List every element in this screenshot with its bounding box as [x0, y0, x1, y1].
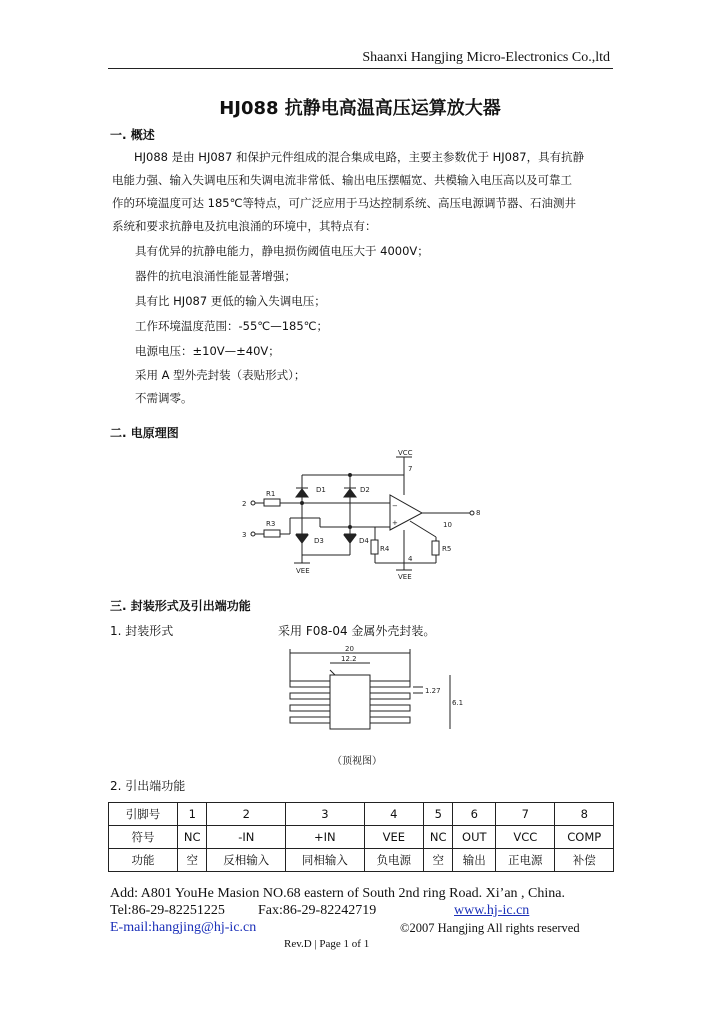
vcc-label: VCC [398, 449, 413, 457]
pin-function-table [108, 802, 614, 872]
table-cell: NC [424, 826, 453, 849]
table-cell: 同相输入 [286, 849, 365, 872]
section1-heading: 一. 概述 [110, 128, 155, 142]
overview-paragraph [112, 146, 617, 238]
feature-item: 不需调零。 [135, 391, 193, 405]
package-label: 1. 封装形式 [110, 624, 174, 638]
table-cell: VCC [496, 826, 555, 849]
r1-label: R1 [266, 490, 276, 498]
table-cell: 5 [424, 803, 453, 826]
pin4-label: 4 [408, 555, 413, 563]
table-cell: 空 [178, 849, 207, 872]
table-row [109, 849, 614, 872]
section3-heading: 三. 封装形式及引出端功能 [110, 599, 251, 613]
pin3-label: 3 [242, 531, 247, 539]
revision-page: Rev.D | Page 1 of 1 [284, 938, 370, 950]
d1-label: D1 [316, 486, 326, 494]
table-cell: OUT [453, 826, 496, 849]
table-cell: 反相输入 [207, 849, 286, 872]
pin8-label: 8 [476, 509, 481, 517]
table-cell: -IN [207, 826, 286, 849]
dim-width-inner: 12.2 [341, 655, 357, 663]
table-cell: 符号 [109, 826, 178, 849]
table-cell: 6 [453, 803, 496, 826]
feature-item: 电源电压：±10V—±40V； [135, 344, 280, 358]
feature-item: 采用 A 型外壳封装（表贴形式）； [135, 368, 306, 382]
feature-item: 具有比 HJ087 更低的输入失调电压； [135, 294, 326, 308]
footer-fax: Fax:86-29-82242719 [258, 903, 377, 918]
package-outline-drawing [285, 645, 465, 740]
r3-label: R3 [266, 520, 276, 528]
feature-item: 具有优异的抗静电能力，静电损伤阈值电压大于 4000V； [135, 244, 429, 258]
package-text: 采用 F08-04 金属外壳封装。 [278, 624, 436, 638]
d3-label: D3 [314, 537, 324, 545]
header-rule [108, 68, 613, 69]
overview-line: HJ088 是由 HJ087 和保护元件组成的混合集成电路，主要主参数优于 HJ087，具有抗静 [134, 150, 585, 164]
dim-pitch: 1.27 [425, 687, 441, 695]
svg-text:+: + [392, 519, 398, 527]
vee-left-label: VEE [296, 567, 310, 575]
table-cell: 8 [555, 803, 614, 826]
pin10-label: 10 [443, 521, 452, 529]
overview-line: 系统和要求抗静电及抗电浪涌的环境中，其特点有： [112, 219, 377, 233]
table-cell: COMP [555, 826, 614, 849]
table-cell: 功能 [109, 849, 178, 872]
table-cell: 引脚号 [109, 803, 178, 826]
table-cell: 输出 [453, 849, 496, 872]
table-cell: 4 [364, 803, 423, 826]
table-cell: 3 [286, 803, 365, 826]
website-link[interactable]: www.hj-ic.cn [454, 903, 530, 918]
vee-label: VEE [398, 573, 412, 581]
table-cell: 1 [178, 803, 207, 826]
d4-label: D4 [359, 537, 369, 545]
feature-item: 器件的抗电浪涌性能显著增强； [135, 269, 296, 283]
table-row [109, 826, 614, 849]
section2-heading: 二. 电原理图 [110, 426, 179, 440]
page-title: HJ088 抗静电高温高压运算放大器 [219, 98, 501, 119]
table-cell: 正电源 [496, 849, 555, 872]
pin-function-label: 2. 引出端功能 [110, 779, 186, 793]
table-cell: 负电源 [364, 849, 423, 872]
footer-tel: Tel:86-29-82251225 [110, 903, 225, 918]
copyright-text: ©2007 Hangjing All rights reserved [400, 921, 580, 935]
table-cell: NC [178, 826, 207, 849]
table-cell: 空 [424, 849, 453, 872]
feature-item: 工作环境温度范围：-55℃—185℃； [135, 319, 329, 333]
footer-address: Add: A801 YouHe Masion NO.68 eastern of South 2nd ring Road. Xi’an , China. [110, 886, 565, 901]
pin2-label: 2 [242, 500, 247, 508]
overview-line: 作的环境温度可达 185℃等特点，可广泛应用于马达控制系统、高压电源调节器、石油测井 [112, 196, 577, 210]
svg-text:−: − [392, 502, 398, 510]
table-cell: VEE [364, 826, 423, 849]
pin7-label: 7 [408, 465, 413, 473]
table-row [109, 803, 614, 826]
d2-label: D2 [360, 486, 370, 494]
table-cell: 补偿 [555, 849, 614, 872]
circuit-schematic [230, 445, 490, 590]
r5-label: R5 [442, 545, 452, 553]
email-link[interactable]: E-mail:hangjing@hj-ic.cn [110, 920, 257, 935]
r4-label: R4 [380, 545, 390, 553]
package-caption: （顶视图） [332, 756, 382, 767]
table-cell: +IN [286, 826, 365, 849]
dim-height: 6.1 [452, 699, 464, 707]
overview-line: 电能力强、输入失调电压和失调电流非常低、输出电压摆幅宽、共模输入电压高以及可靠工 [112, 173, 572, 187]
table-cell: 2 [207, 803, 286, 826]
table-cell: 7 [496, 803, 555, 826]
company-name: Shaanxi Hangjing Micro-Electronics Co.,ltd [362, 50, 610, 65]
dim-width-outer: 20 [345, 645, 354, 653]
